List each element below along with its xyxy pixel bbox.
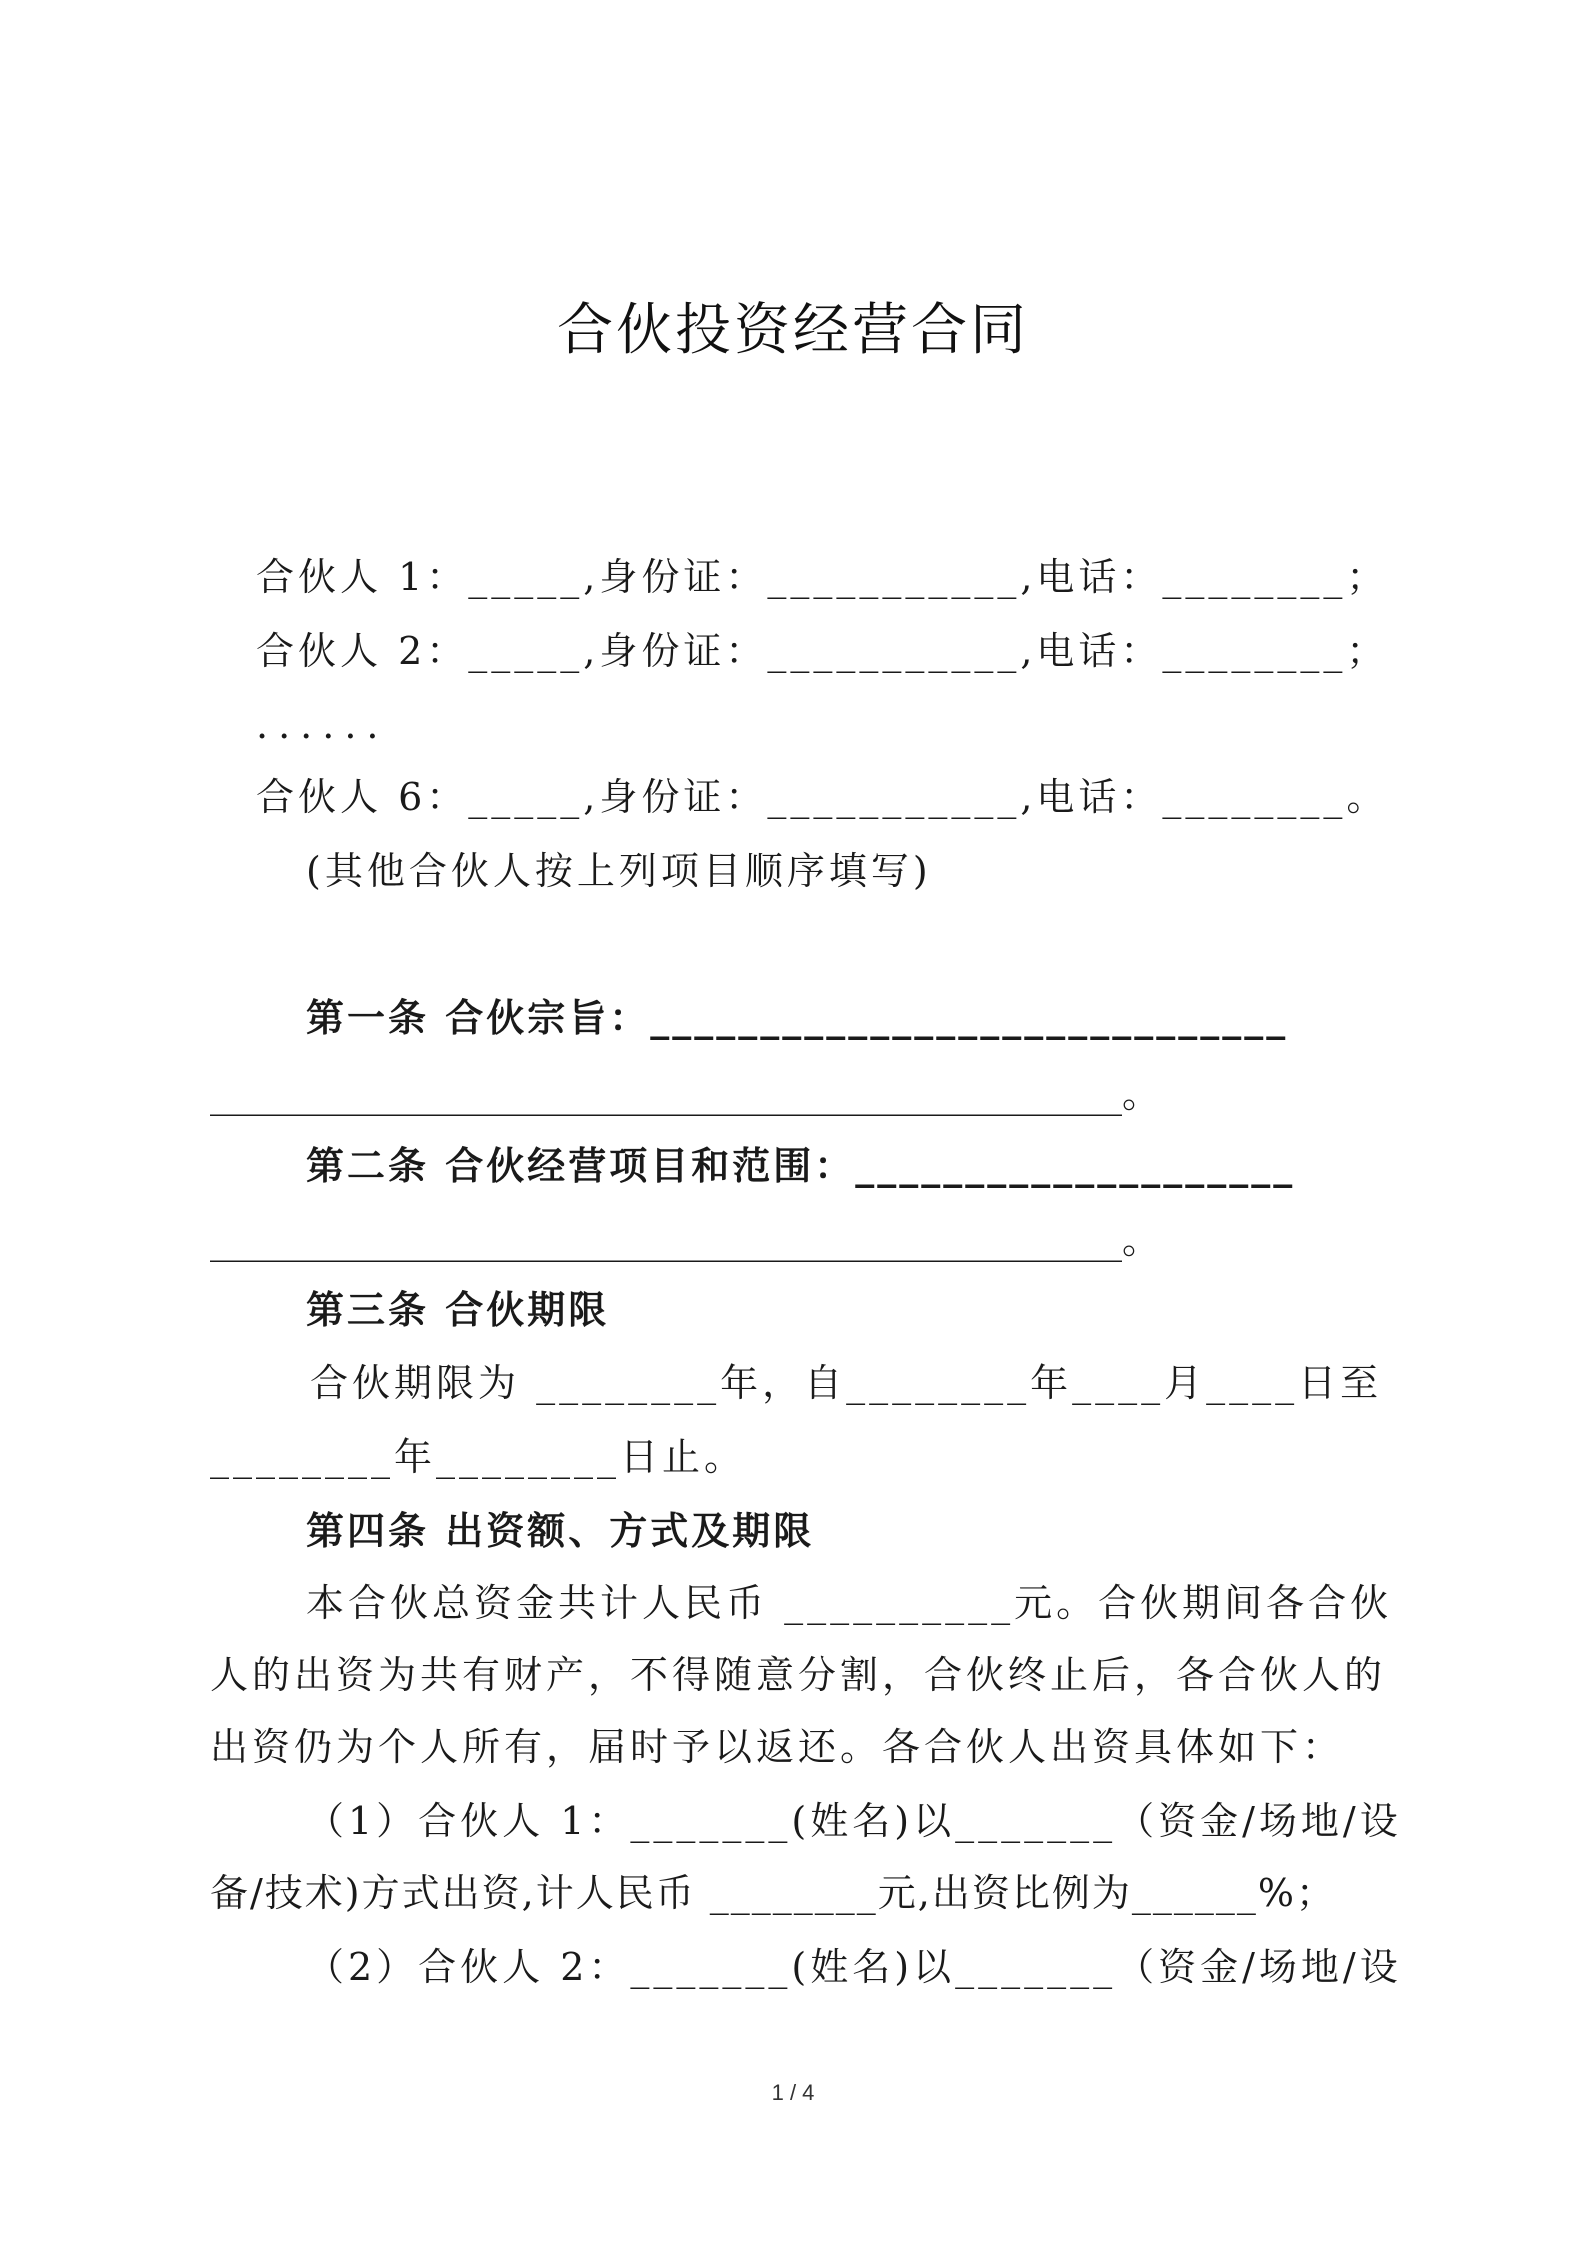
partner-ellipsis: ......: [256, 703, 389, 747]
article-3-line-1: 合伙期限为 ________年，自________年____月____日至: [310, 1361, 1383, 1405]
article-3-line-2: ________年________日止。: [210, 1435, 747, 1479]
contribution-item-1-line-1: （1）合伙人 1：_______(姓名)以_______（资金/场地/设: [306, 1799, 1402, 1843]
article-4-line-1: 本合伙总资金共计人民币 __________元。合伙期间各合伙: [306, 1581, 1393, 1625]
article-4-heading: 第四条 出资额、方式及期限: [306, 1509, 815, 1553]
contract-title: 合伙投资经营合同: [557, 298, 1029, 363]
article-3-heading: 第三条 合伙期限: [306, 1288, 610, 1332]
contribution-item-2-line-1: （2）合伙人 2：_______(姓名)以_______（资金/场地/设: [306, 1945, 1402, 1989]
article-1-line-2: ________________________________________________。: [210, 1072, 1161, 1116]
partner-line-1: 合伙人 1：_____,身份证：___________,电话：________；: [256, 555, 1389, 599]
partner-line-6: 合伙人 6：_____,身份证：___________,电话：________。: [256, 775, 1389, 819]
article-2-line-1: 第二条 合伙经营项目和范围：____________________: [306, 1144, 1296, 1188]
partner-line-2: 合伙人 2：_____,身份证：___________,电话：________；: [256, 629, 1389, 673]
article-2-line-2: ________________________________________________。: [210, 1218, 1161, 1262]
partners-note: (其他合伙人按上列项目顺序填写): [306, 849, 932, 893]
article-4-line-2: 人的出资为共有财产，不得随意分割，合伙终止后，各合伙人的: [210, 1653, 1387, 1697]
page-number: 1 / 4: [771, 2080, 815, 2105]
article-1-line-1: 第一条 合伙宗旨：_____________________________: [306, 996, 1289, 1040]
article-4-line-3: 出资仍为个人所有，届时予以返还。各合伙人出资具体如下：: [210, 1725, 1345, 1769]
contribution-item-1-line-2: 备/技术)方式出资,计人民币 ________元,出资比例为______%；: [210, 1871, 1336, 1915]
